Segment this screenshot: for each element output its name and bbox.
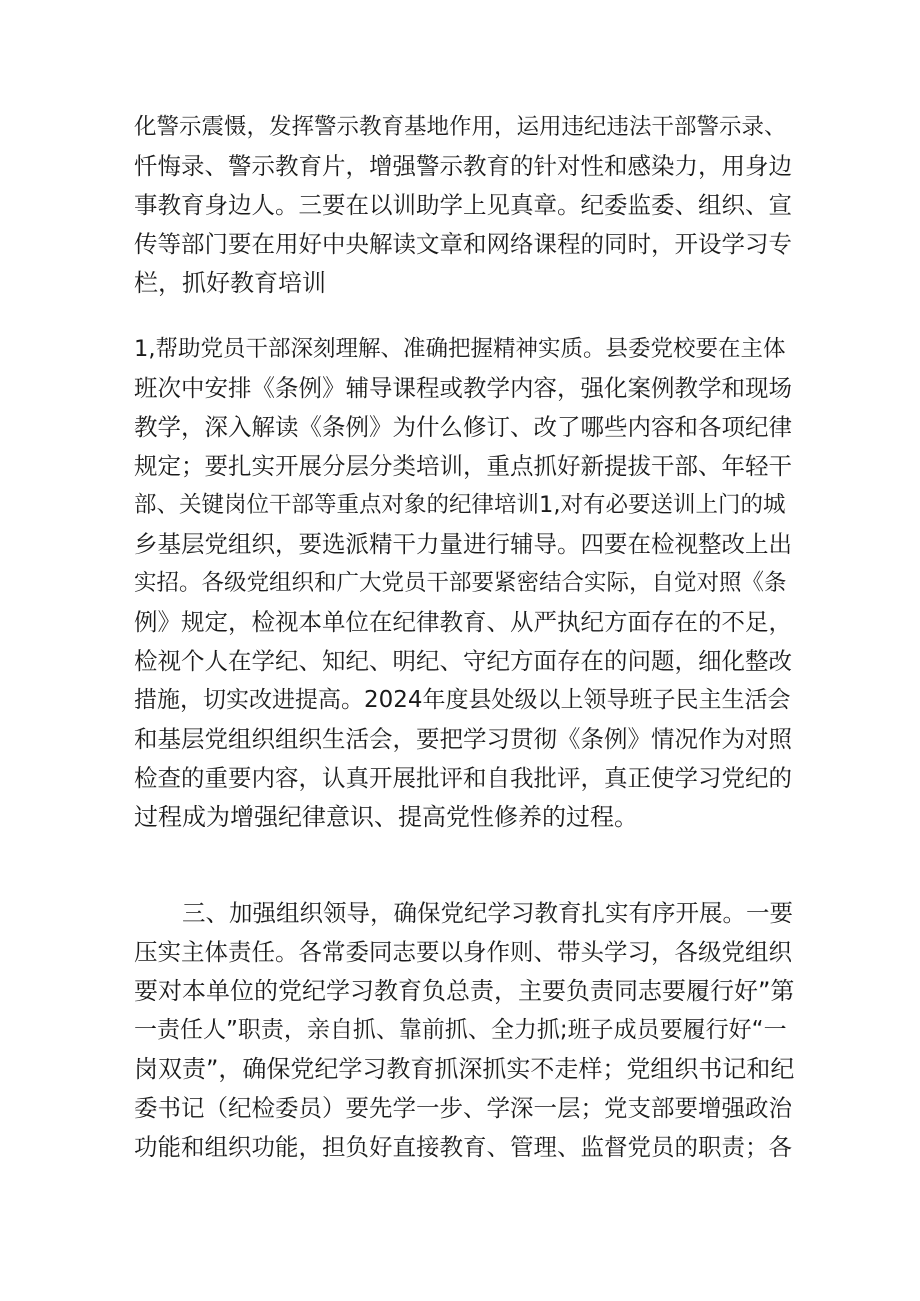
- text-line: 检查的重要内容，认真开展批评和自我批评，真正使学习党纪的: [134, 764, 792, 792]
- text-line: 过程成为增强纪律意识、提高党性修养的过程。: [134, 803, 638, 831]
- text-line: 班次中安排《条例》辅导课程或教学内容，强化案例教学和现场: [134, 374, 792, 402]
- text-line: 传等部门要在用好中央解读文章和网络课程的同时，开设学习专: [134, 230, 792, 258]
- paragraph-2: [134, 330, 794, 837]
- text-line: 一责任人”职责，亲自抓、靠前抓、全力抓;班子成员要履行好“一: [134, 1017, 787, 1043]
- text-line: 功能和组织功能，担负好直接教育、管理、监督党员的职责；各: [134, 1133, 792, 1161]
- text-line: 事教育身边人。三要在以训助学上见真章。纪委监委、组织、宣: [134, 191, 792, 219]
- text-line: 例》规定，检视本单位在纪律教育、从严执纪方面存在的不足，: [134, 608, 792, 636]
- text-line: 栏，抓好教育培训: [134, 269, 326, 297]
- text-line: 压实主体责任。各常委同志要以身作则、带头学习，各级党组织: [134, 938, 792, 966]
- text-line: 岗双责”，确保党纪学习教育抓深抓实不走样；党组织书记和纪: [134, 1055, 795, 1083]
- text-line: 实招。各级党组织和广大党员干部要紧密结合实际，自觉对照《条: [134, 570, 787, 596]
- text-line: 检视个人在学纪、知纪、明纪、守纪方面存在的问题，细化整改: [134, 647, 792, 675]
- paragraph-3: [134, 894, 794, 1167]
- text-line: 三、加强组织领导，确保党纪学习教育扎实有序开展。一要: [182, 899, 793, 927]
- text-line: 部、关键岗位干部等重点对象的纪律培训1,对有必要送训上门的城: [134, 492, 786, 518]
- text-line: 要对本单位的党纪学习教育负总责，主要负责同志要履行好”第: [134, 977, 795, 1005]
- text-line: 措施，切实改进提高。2024年度县处级以上领导班子民主生活会: [134, 687, 791, 713]
- text-line: 忏悔录、警示教育片，增强警示教育的针对性和感染力，用身边: [134, 152, 792, 180]
- paragraph-1: [134, 108, 794, 303]
- text-line: 1,帮助党员干部深刻理解、准确把握精神实质。县委党校要在主体: [134, 336, 786, 362]
- text-line: 委书记（纪检委员）要先学一步、学深一层；党支部要增强政治: [134, 1094, 792, 1122]
- text-line: 规定；要扎实开展分层分类培训，重点抓好新提拔干部、年轻干: [134, 452, 792, 480]
- text-line: 教学，深入解读《条例》为什么修订、改了哪些内容和各项纪律: [134, 413, 792, 441]
- text-line: 和基层党组织组织生活会，要把学习贯彻《条例》情况作为对照: [134, 725, 792, 753]
- text-line: 化警示震慑，发挥警示教育基地作用，运用违纪违法干部警示录、: [134, 114, 787, 140]
- text-line: 乡基层党组织，要选派精干力量进行辅导。四要在检视整改上出: [134, 530, 792, 558]
